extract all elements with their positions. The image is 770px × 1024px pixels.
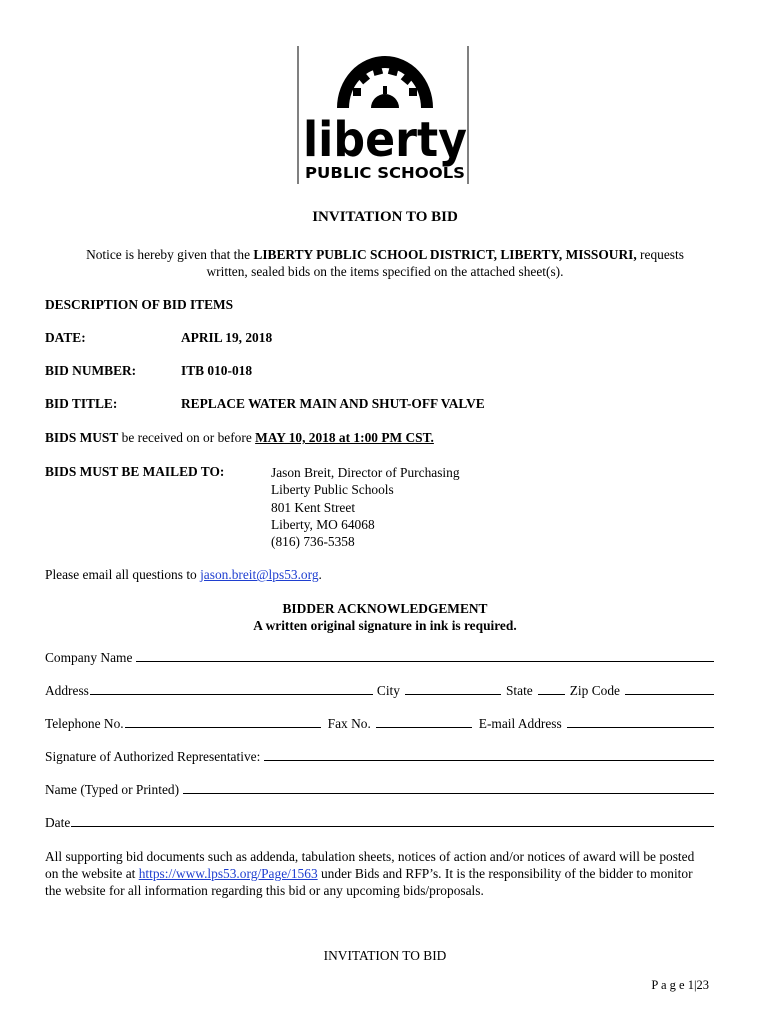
telephone-label: Telephone No. <box>45 716 124 731</box>
bids-page-link[interactable]: https://www.lps53.org/Page/1563 <box>138 866 318 881</box>
mailing-line: 801 Kent Street <box>271 499 356 515</box>
logo-wordmark: liberty <box>303 112 467 168</box>
bid-title-label: BID TITLE: <box>45 396 118 411</box>
date-label: DATE: <box>45 330 86 345</box>
supporting-line-1: All supporting bid documents such as addenda, tabulation sheets, notices of action and/or notices of award will be posted <box>45 849 695 864</box>
address-row <box>45 683 715 699</box>
liberty-public-schools-logo <box>297 46 473 184</box>
mailing-label: BIDS MUST BE MAILED TO: <box>45 464 225 479</box>
state-label: State <box>505 683 533 698</box>
page-current: 1 <box>687 978 694 992</box>
date-row <box>45 815 715 831</box>
supporting-line-2-pre: on the website at <box>45 866 139 881</box>
notice-pre: Notice is hereby given that the <box>86 247 254 262</box>
fax-field[interactable] <box>376 716 472 728</box>
bids-deadline: MAY 10, 2018 at 1:00 PM CST. <box>255 430 434 445</box>
bid-number-label: BID NUMBER: <box>45 363 137 378</box>
printed-name-row <box>45 782 715 798</box>
notice-post: requests <box>636 247 684 262</box>
bid-title-value: REPLACE WATER MAIN AND SHUT-OFF VALVE <box>181 396 485 411</box>
page-title: INVITATION TO BID <box>312 209 458 225</box>
page-separator: | <box>693 978 697 992</box>
signature-field[interactable] <box>264 749 714 761</box>
mailing-line: Liberty, MO 64068 <box>271 516 375 532</box>
form-date-label: Date <box>45 815 71 830</box>
notice-paragraph <box>0 247 770 263</box>
page-total: 23 <box>696 978 709 992</box>
acknowledgement-title: BIDDER ACKNOWLEDGEMENT <box>282 601 488 616</box>
bids-must-label: BIDS MUST <box>45 430 119 445</box>
telephone-field[interactable] <box>125 716 321 728</box>
printed-name-field[interactable] <box>183 782 714 794</box>
signature-label: Signature of Authorized Representative: <box>45 749 261 764</box>
email-field[interactable] <box>567 716 714 728</box>
bid-number-value: ITB 010-018 <box>181 363 253 378</box>
email-post: . <box>318 567 322 582</box>
acknowledgement-subtitle: A written original signature in ink is required. <box>253 618 517 633</box>
email-pre: Please email all questions to <box>45 567 201 582</box>
bids-must-text: be received on or before <box>118 430 256 445</box>
description-heading: DESCRIPTION OF BID ITEMS <box>45 297 234 312</box>
footer-title: INVITATION TO BID <box>323 948 447 963</box>
mailing-address <box>271 464 460 550</box>
bids-deadline-line <box>45 430 434 446</box>
email-questions-line <box>45 567 322 583</box>
company-name-label: Company Name <box>45 650 133 665</box>
supporting-line-3: the website for all information regarding this bid or any upcoming bids/proposals. <box>45 883 484 898</box>
mailing-line: Liberty Public Schools <box>271 482 394 498</box>
zip-label: Zip Code <box>569 683 620 698</box>
fax-label: Fax No. <box>327 716 371 731</box>
logo-subtitle: PUBLIC SCHOOLS <box>305 164 465 182</box>
company-name-row <box>45 650 715 666</box>
form-date-field[interactable] <box>71 815 714 827</box>
mailing-line: Jason Breit, Director of Purchasing <box>271 465 460 480</box>
supporting-line-2 <box>45 865 694 882</box>
email-label: E-mail Address <box>478 716 562 731</box>
notice-district: LIBERTY PUBLIC SCHOOL DISTRICT, LIBERTY, MISSOURI, <box>253 247 637 262</box>
address-field[interactable] <box>90 683 373 695</box>
company-name-field[interactable] <box>136 650 714 662</box>
page-number <box>651 978 709 993</box>
telephone-row <box>45 716 715 732</box>
address-label: Address <box>45 683 89 698</box>
city-field[interactable] <box>405 683 501 695</box>
date-value: APRIL 19, 2018 <box>181 330 273 345</box>
signature-row <box>45 749 715 765</box>
contact-email-link[interactable]: jason.breit@lps53.org <box>200 567 319 582</box>
mailing-line: (816) 736-5358 <box>271 534 355 550</box>
supporting-line-2-post: under Bids and RFP’s. It is the responsibility of the bidder to monitor <box>317 866 693 881</box>
page-label: P a g e <box>651 978 685 992</box>
supporting-paragraph <box>45 848 694 899</box>
city-label: City <box>376 683 400 698</box>
printed-name-label: Name (Typed or Printed) <box>45 782 180 797</box>
notice-line-2: written, sealed bids on the items specified on the attached sheet(s). <box>206 264 564 279</box>
state-field[interactable] <box>538 683 565 695</box>
zip-field[interactable] <box>625 683 714 695</box>
